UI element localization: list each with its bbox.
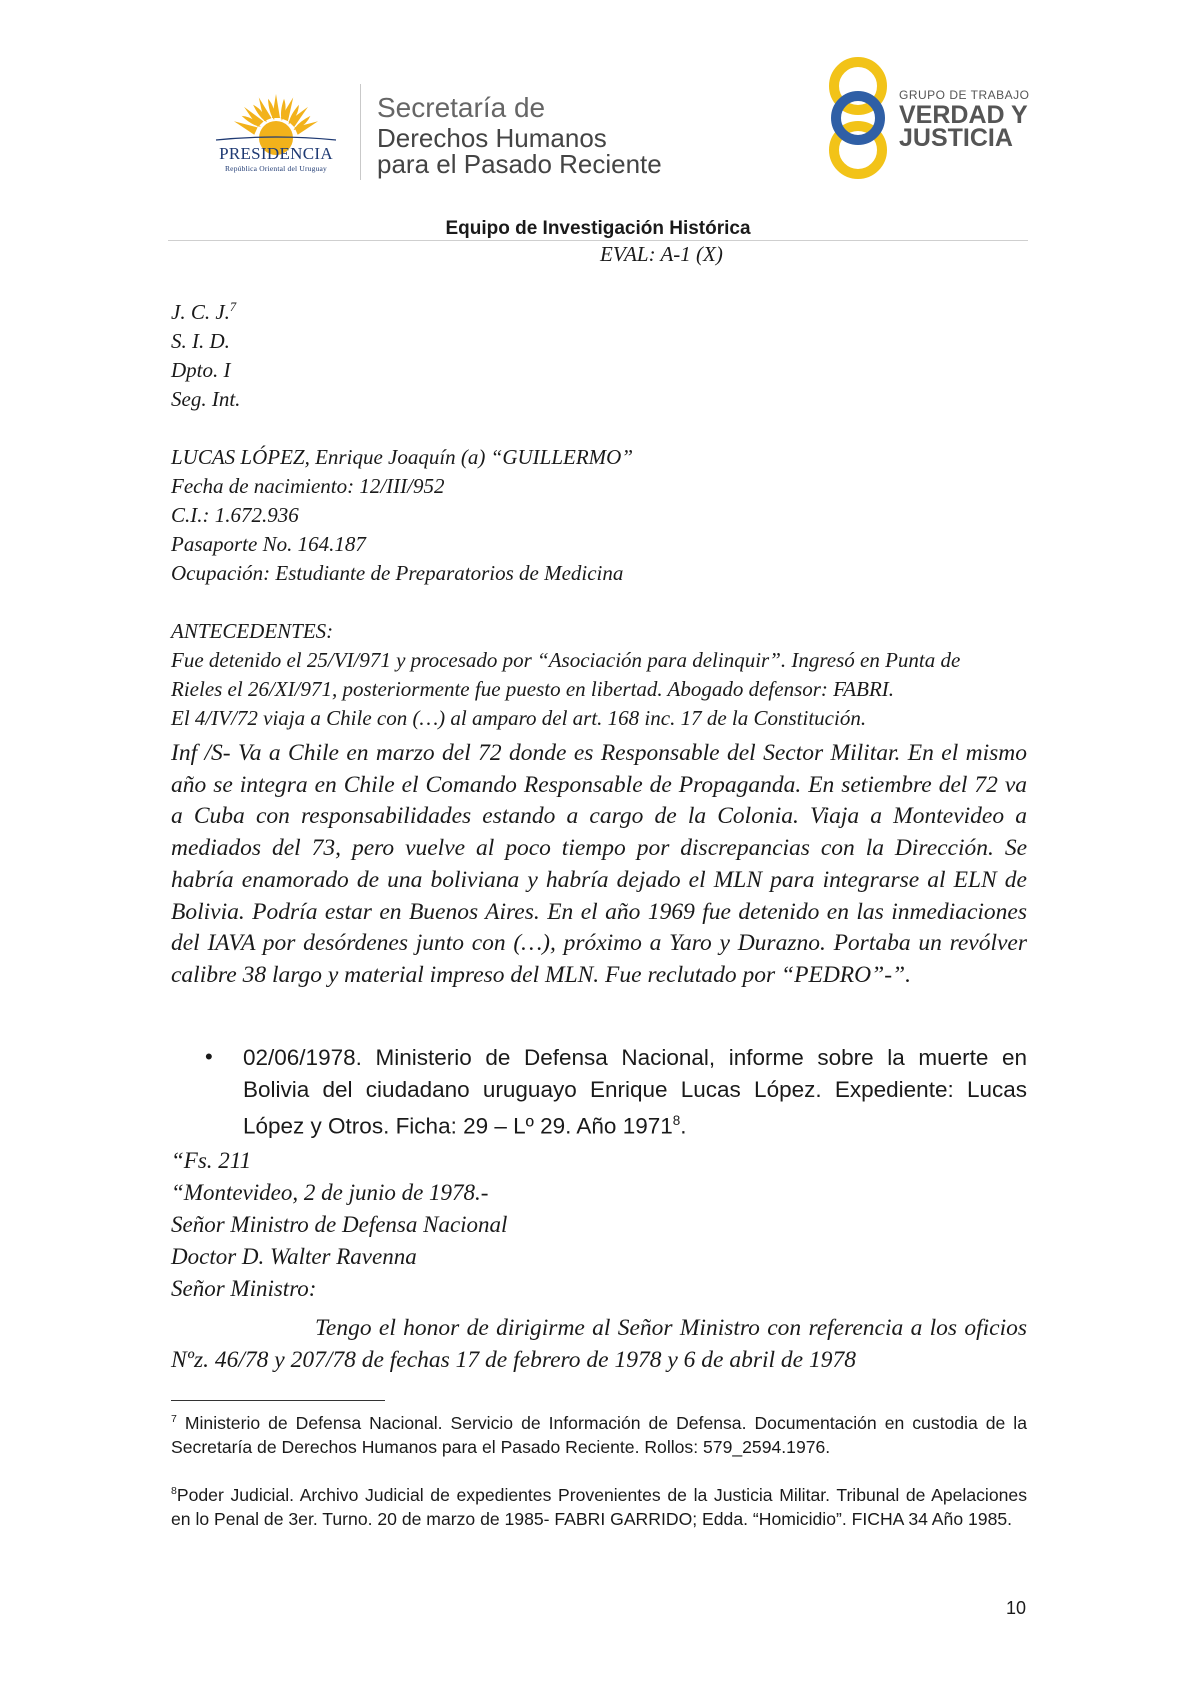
team-title: Equipo de Investigación Histórica (445, 218, 751, 239)
inf-paragraph: Inf /S- Va a Chile en marzo del 72 donde es Responsable del Sector Militar. En el mismo año se integra en Chile el Comando Responsable de Propaganda. En setiembre del 72 va a Cuba con responsabilidades estando a cargo de la Colonia. Viaja a Montevideo a mediados del 73, pero vuelve al poco tiempo por discrepancias con la Dirección. Se habría enamorado de una boliviana y habría dejado el MLN para integrarse al ELN de Bolivia. Podría estar en Buenos Aires. En el año 1969 fue detenido en las inmediaciones del IAVA por desórdenes junto con (…), próximo a Yaro y Durazno. Portaba un revólver calibre 38 largo y material impreso del MLN. Fue reclutado por “PEDRO”-”. (171, 740, 1027, 988)
secretaria-line-1: Secretaría de (377, 92, 546, 123)
grupo-trabajo-label: GRUPO DE TRABAJO (899, 88, 1030, 102)
footnote-7: $^7$ Ministerio de Defensa Nacional. Servicio de Información de Defensa. Documentación en custodia de la Secretaría de Derechos Humanos para el Pasado Reciente. Rollos: 579_2594.1976. (171, 1412, 1027, 1457)
letter-date: “Montevideo, 2 de junio de 1978.- (171, 1180, 489, 1205)
antecedentes-line-2: Rieles el 26/XI/971, posteriormente fue puesto en libertad. Abogado defensor: FABRI. (171, 677, 895, 701)
birth-line: Fecha de nacimiento: 12/III/952 (171, 474, 445, 498)
letter-salutation: Señor Ministro: (171, 1276, 317, 1301)
presidencia-label: PRESIDENCIA (219, 144, 333, 163)
secretaria-line-2: Derechos Humanos (377, 123, 607, 153)
footnote-divider (171, 1400, 385, 1401)
footnote-ref-7: 7 (229, 300, 237, 314)
antecedentes-label: ANTECEDENTES: (171, 619, 334, 643)
header-divider (168, 240, 1028, 241)
secretaria-line-3: para el Pasado Reciente (377, 149, 662, 179)
letter-fs: “Fs. 211 (171, 1148, 252, 1173)
letter-body: Tengo el honor de dirigirme al Señor Ministro con referencia a los oficios Nºz. 46/78 y 207/78 de fechas 17 de febrero de 1978 y 6 de abril de 1978 (171, 1315, 1027, 1373)
antecedentes-line-3: El 4/IV/72 viaja a Chile con (…) al amparo del art. 168 inc. 17 de la Constitución. (171, 706, 867, 730)
jcj-line: J. C. J.$^7$ (171, 300, 237, 324)
passport-line: Pasaporte No. 164.187 (171, 532, 366, 556)
justicia-label: JUSTICIA (899, 124, 1013, 152)
republica-label: República Oriental del Uruguay (224, 164, 327, 173)
bullet-item: 02/06/1978. Ministerio de Defensa Nacional, informe sobre la muerte en Bolivia del ciudadano uruguayo Enrique Lucas López. Expediente: Lucas López y Otros. Ficha: 29 – Lº 29. Año 1971$^8$. (243, 1045, 1027, 1139)
sid-line: S. I. D. (171, 329, 230, 353)
footnote-8: $^8$Poder Judicial. Archivo Judicial de expedientes Provenientes de la Justicia Militar. Tribunal de Apelaciones en lo Penal de 3er. Turno. 20 de marzo de 1985- FABRI GARRIDO; Edda. “Homicidio”. FICHA 34 Año 1985. (171, 1484, 1027, 1529)
letter-addressee-2: Doctor D. Walter Ravenna (171, 1244, 417, 1269)
letter-addressee-1: Señor Ministro de Defensa Nacional (171, 1212, 508, 1237)
name-line: LUCAS LÓPEZ, Enrique Joaquín (a) “GUILLERMO” (171, 445, 634, 469)
seg-line: Seg. Int. (171, 387, 241, 411)
verdad-justicia-rings-logo-icon (822, 56, 894, 180)
ci-line: C.I.: 1.672.936 (171, 503, 299, 527)
eval-code: EVAL: A-1 (X) (600, 242, 723, 266)
bullet-icon: • (205, 1044, 213, 1069)
verdad-label: VERDAD Y (899, 101, 1028, 129)
occupation-line: Ocupación: Estudiante de Preparatorios de Medicina (171, 561, 624, 585)
footnote-ref-8: 8 (672, 1113, 681, 1129)
logo-divider (360, 84, 361, 180)
page-number: 10 (1006, 1598, 1027, 1618)
antecedentes-line-1: Fue detenido el 25/VI/971 y procesado por “Asociación para delinquir”. Ingresó en Punta de (171, 648, 961, 672)
dpto-line: Dpto. I (171, 358, 231, 382)
